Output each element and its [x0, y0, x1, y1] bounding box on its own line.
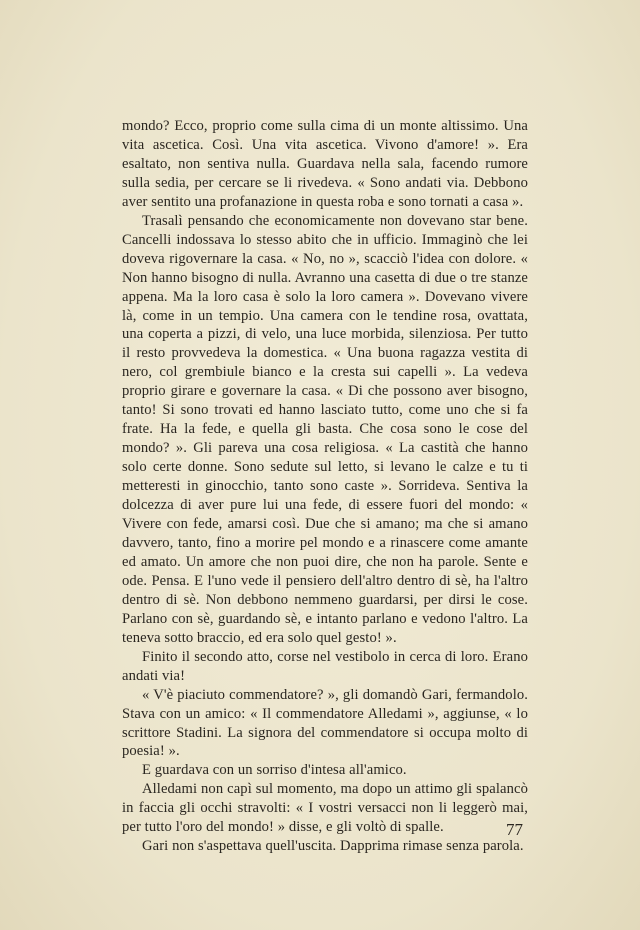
paragraph-5: E guardava con un sorriso d'intesa all'amico.: [142, 762, 407, 779]
paragraph-6: Alledami non capì sul momento, ma dopo un attimo gli spalancò in faccia gli occhi stravolti: « I vostri versacci non li leggerò mai, per tutto l'oro del mondo! » disse, e gli voltò di spalle.: [122, 781, 528, 836]
paragraph-7: Gari non s'aspettava quell'uscita. Dapprima rimase senza parola.: [142, 838, 524, 855]
paragraph-1: mondo? Ecco, proprio come sulla cima di un monte altissimo. Una vita ascetica. Così. Una vita ascetica. Vivono d'amore! ». Era esaltato, non sentiva nulla. Guardava nella sala, facendo rumore sulla sedia, per cercare se li rivedeva. « Sono andati via. Debbono aver sentito una profanazione in questa roba e sono tornati a casa ».: [122, 118, 528, 210]
page-number: 77: [506, 820, 523, 839]
paragraph-4: « V'è piaciuto commendatore? », gli domandò Gari, fermandolo. Stava con un amico: « Il commendatore Alledami », aggiunse, « lo scrittore Stadini. La signora del commendatore si occupa molto di poesia! ».: [122, 686, 528, 760]
paragraph-2: Trasalì pensando che economicamente non dovevano star bene. Cancelli indossava lo stesso abito che in ufficio. Immaginò che lei doveva rigovernare la casa. « No, no », scacciò l'idea con dolore. « Non hanno bisogno di nulla. Avranno una casetta di due o tre stanze appena. Ma la loro casa è solo la loro camera ». Dovevano vivere là, come in un tempio. Una camera con le tendine rosa, ovattata, una coperta a pizzi, di velo, una luce morbida, silenziosa. Per tutto il resto provvedeva la domestica. « Una buona ragazza vestita di nero, col grembiule bianco e la cresta sui capelli ». La vedeva proprio girare e governare la casa. « Di che possono aver bisogno, tanto! Si sono trovati ed hanno lasciato tutto, come uno che si fa frate. Ha la fede, e quella gli basta. Che cosa sono le cose del mondo? ». Gli pareva una cosa religiosa. « La castità che hanno solo certe donne. Sono sedute sul letto, si levano le calze e tu ti metteresti in ginocchio, tanto sono caste ». Sorrideva. Sentiva la dolcezza di aver pure lui una fede, di essere fuori del mondo: « Vivere con fede, amarsi così. Due che si amano; ma che si amano davvero, tanto, fino a morire pel mondo e a rinascere come amante ed amato. Un amore che non puoi dire, che non ha parole. Sente e ode. Pensa. E l'uno vede il pensiero dell'altro dentro di sè, ha l'altro dentro di sè. Non debbono nemmeno guardarsi, per dirsi le cose. Parlano con sè, guardando sè, e intanto parlano e vedono l'altro. La teneva sotto braccio, ed era solo quel gesto! ».: [122, 212, 528, 646]
body-text: [122, 117, 528, 856]
paragraph-3: Finito il secondo atto, corse nel vestibolo in cerca di loro. Erano andati via!: [122, 648, 528, 684]
